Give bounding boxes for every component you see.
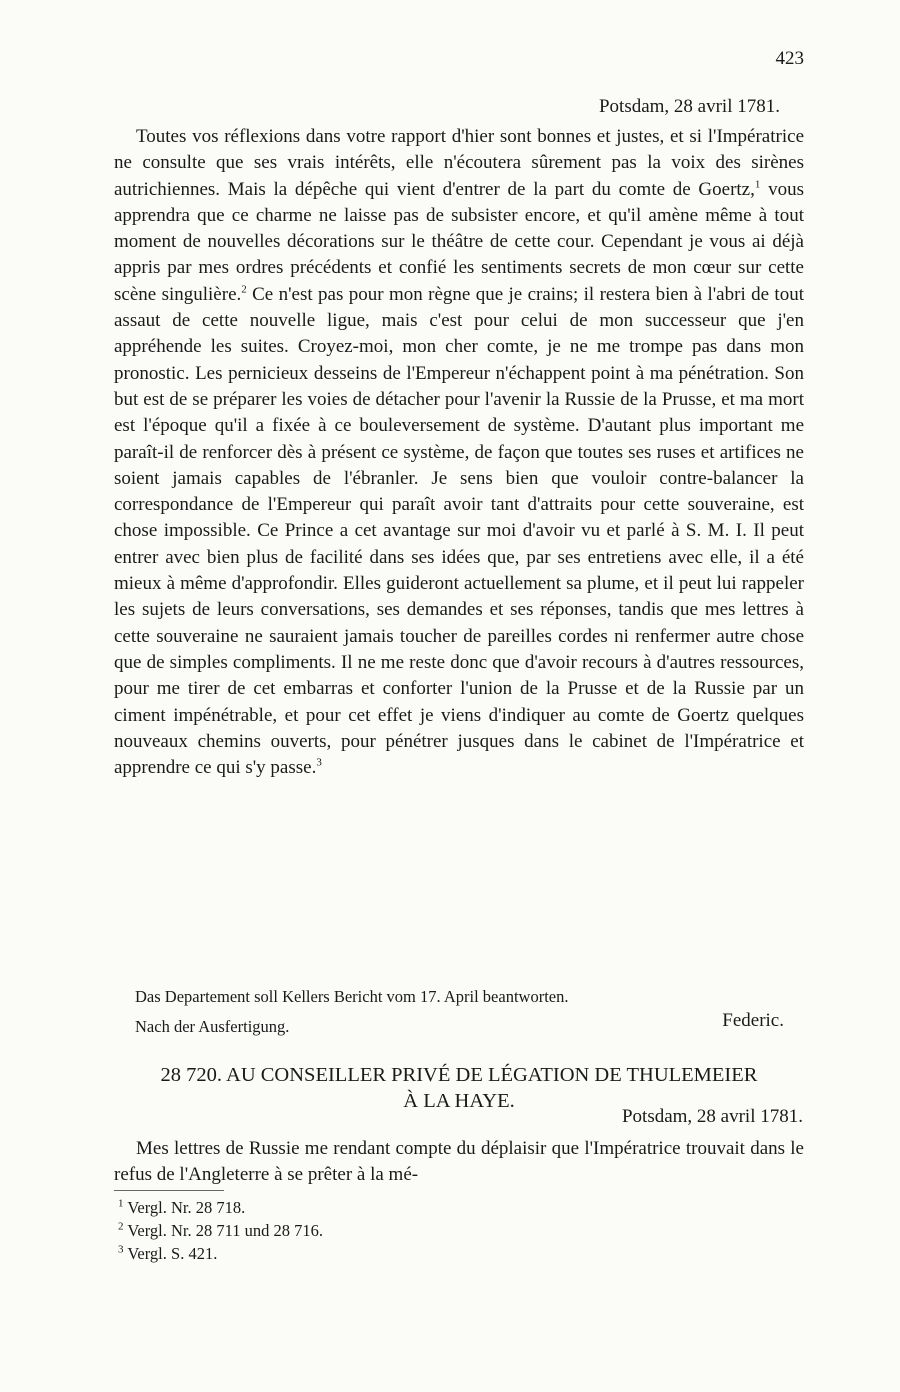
footnote-ref-3: 3 [316, 756, 322, 769]
paragraph-text-part2: vous apprendra que ce charme ne laisse pas de subsister encore, et qu'il amène même à tout moment de nouvelles décorations sur le théâtre de cette cour. Cependant je vous ai déjà appris par mes ordres précédents et confié les sentiments secrets de mon cœur sur cette scène singulière. [114, 178, 804, 305]
footnote-text: Vergl. Nr. 28 711 und 28 716. [127, 1221, 324, 1240]
letter-paragraph-2: Mes lettres de Russie me rendant compte du déplaisir que l'Impératrice trouvait dans le refus de l'Angleterre à se prêter à la mé- [114, 1138, 804, 1186]
footnote-text: Vergl. Nr. 28 718. [127, 1198, 246, 1217]
editorial-note: Das Departement soll Kellers Bericht vom 17. April beantworten. [135, 987, 569, 1006]
paragraph-text-part1: Toutes vos réflexions dans votre rapport d'hier sont bonnes et justes, et si l'Impératrice ne consulte que ses vrais intérêts, elle n'écoutera sûrement pas la voix des sirènes autrichiennes. Mais la dépêche qui vient d'entrer de la part du comte de Goertz, [114, 126, 804, 200]
footnote-ref-2: 2 [241, 283, 247, 296]
footnote-mark: 2 [118, 1220, 124, 1233]
paragraph-text-part3: Ce n'est pas pour mon règne que je crains; il restera bien à l'abri de tout assaut de cette nouvelle ligue, mais c'est pour celui de mon successeur que j'en appréhende les suites. Croyez-moi, mon cher comte, je ne me trompe pas dans mon pronostic. Les pernicieux desseins de l'Empereur n'échappent point à ma pénétration. Son but est de se préparer les voies de détacher pour l'avenir la Russie de la Prusse, et ma mort est l'époque qu'il a fixée à ce bouleversement de système. D'autant plus important me paraît-il de renforcer dès à présent ce système, de façon que toutes ses ruses et artifices ne soient jamais capables de l'ébranler. Je sens bien que vouloir contre-balancer la correspondance de l'Empereur qui paraît avoir tant d'attraits pour cette souveraine, est chose impossible. Ce Prince a cet avantage sur moi d'avoir vu et parlé à S. M. I. Il peut entrer avec bien plus de facilité dans ses idées que, par ses entretiens avec elle, il a été mieux à même d'approfondir. Elles guideront actuellement sa plume, et il peut lui rappeler les sujets de leurs conversations, ses demandes et ses réponses, tandis que mes lettres à cette souveraine ne sauraient jamais toucher de pareilles cordes ni renfermer autre chose que de simples compliments. Il ne me reste donc que d'avoir recours à d'autres ressources, pour me tirer de cet embarras et conforter l'union de la Prusse et de la Russie par un ciment impénétrable, et pour cet effet je viens d'indiquer au comte de Goertz quelques nouveaux chemins ouverts, pour pénétrer jusques dans le cabinet de l'Impératrice et apprendre ce qui s'y passe. [114, 283, 804, 779]
footnote-3 [118, 1244, 217, 1264]
letter-date: Potsdam, 28 avril 1781. [598, 96, 780, 117]
signature: Federic. [722, 1010, 784, 1031]
footnote-ref-1: 1 [754, 178, 761, 191]
page-number: 423 [775, 48, 804, 69]
footnote-rule [114, 1190, 224, 1191]
footnote-mark: 1 [118, 1197, 124, 1210]
footnote-1 [118, 1198, 245, 1218]
footnote-text: Vergl. S. 421. [127, 1244, 218, 1263]
source-note: Nach der Ausfertigung. [135, 1017, 290, 1036]
letter-date-2: Potsdam, 28 avril 1781. [621, 1106, 803, 1127]
letter-body [114, 124, 804, 781]
footnote-mark: 3 [118, 1243, 124, 1256]
letter-paragraph [114, 124, 804, 781]
heading-line-1: 28 720. AU CONSEILLER PRIVÉ DE LÉGATION DE THULEMEIER [160, 1064, 758, 1086]
letter-body-2 [114, 1136, 804, 1189]
footnote-2 [118, 1221, 323, 1241]
heading-line-2: À LA HAYE. [403, 1090, 515, 1112]
